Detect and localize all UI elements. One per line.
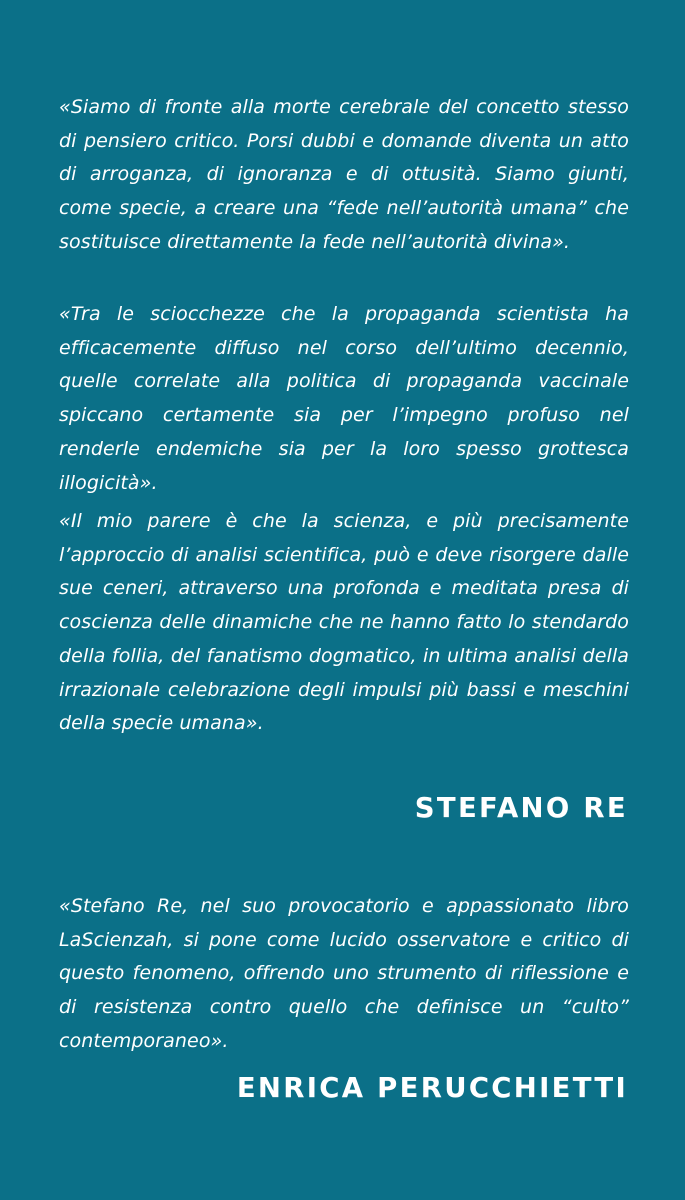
review-quote-paragraph: «Stefano Re, nel suo provocatorio e appassionato libro LaScienzah, si pone come lucido osservatore e critico di questo fenomeno, offrendo uno strumento di riflessione e di resistenza contro quello che definisce un “culto” contemporaneo». [59, 895, 629, 1052]
author-name: STEFANO RE [414, 792, 628, 824]
reviewer-name: ENRICA PERUCCHIETTI [236, 1072, 628, 1104]
quote-paragraph: «Tra le sciocchezze che la propaganda scientista ha efficacemente diffuso nel corso dell’ultimo decennio, quelle correlate alla politica di propaganda vaccinale spiccano certamente sia per l’impegno profuso nel renderle endemiche sia per la loro spesso grottesca illogicità». [59, 303, 629, 494]
quote-paragraph: «Siamo di fronte alla morte cerebrale del concetto stesso di pensiero critico. Porsi dubbi e domande diventa un atto di arroganza, di ignoranza e di ottusità. Siamo giunti, come specie, a creare una “fede nell’autorità umana” che sostituisce direttamente la fede nell’autorità divina». [59, 96, 629, 253]
quote-paragraph: «Il mio parere è che la scienza, e più precisamente l’approccio di analisi scientifica, può e deve risorgere dalle sue ceneri, attraverso una profonda e meditata presa di coscienza delle dinamiche che ne hanno fatto lo stendardo della follia, del fanatismo dogmatico, in ultima analisi della irrazionale celebrazione degli impulsi più bassi e meschini della specie umana». [59, 510, 629, 735]
